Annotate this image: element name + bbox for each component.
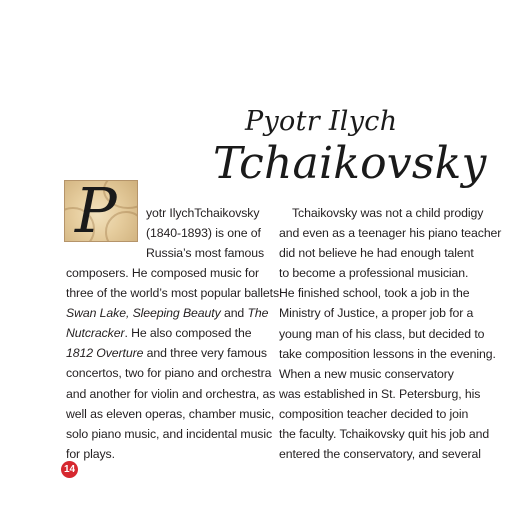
left-column-body — [66, 263, 282, 464]
text-line: composers. He composed music for — [66, 266, 259, 280]
text-fragment: and — [220, 306, 248, 321]
text-line: entered the conservatory, and several — [279, 447, 481, 462]
text-line: three of the world’s most popular ballets: — [66, 286, 283, 301]
text-fragment: . He also composed the — [124, 326, 252, 341]
dropcap-letter: P — [75, 180, 117, 242]
text-line: concertos, two for piano and orchestra — [66, 366, 272, 381]
text-line: did not believe he had enough talent — [279, 246, 474, 261]
right-column-body — [279, 203, 501, 464]
title-surname: Tchaikovsky — [213, 138, 487, 189]
title-first-names: Pyotr Ilych — [245, 106, 398, 137]
text-line: He finished school, took a job in the — [279, 286, 470, 301]
text-line: well as eleven operas, chamber music, — [66, 406, 275, 421]
text-line: Tchaikovsky was not a child prodigy — [292, 206, 484, 220]
text-line: Ministry of Justice, a proper job for a — [279, 306, 474, 321]
text-fragment: and three very famous — [143, 346, 267, 361]
ballet-title-the: The — [247, 306, 269, 321]
text-line: composition teacher decided to join — [279, 406, 469, 421]
text-line: Russia’s most famous — [146, 246, 265, 261]
text-line: take composition lessons in the evening. — [279, 346, 496, 361]
work-title-1812-overture: 1812 Overture — [66, 346, 144, 361]
text-line — [66, 323, 282, 343]
text-line: (1840-1893) is one of — [146, 226, 261, 241]
text-line: young man of his class, but decided to — [279, 326, 485, 341]
dropcap-ornament — [64, 180, 138, 242]
text-line: was established in St. Petersburg, his — [279, 386, 481, 401]
text-line: and another for violin and orchestra, as — [66, 386, 276, 401]
text-line: the faculty. Tchaikovsky quit his job and — [279, 427, 490, 442]
ballet-titles: Swan Lake, Sleeping Beauty — [66, 306, 221, 321]
ballet-title-nutcracker: Nutcracker — [66, 326, 125, 341]
text-line: to become a professional musician. — [279, 266, 469, 281]
text-line: for plays. — [66, 446, 115, 461]
text-line: When a new music conservatory — [279, 366, 454, 381]
text-line — [66, 303, 282, 323]
text-line: and even as a teenager his piano teacher — [279, 226, 502, 241]
text-line: solo piano music, and incidental music — [66, 426, 273, 441]
text-line: yotr IlychTchaikovsky — [146, 206, 260, 220]
text-line — [66, 343, 282, 363]
page-number-badge: 14 — [61, 461, 78, 478]
left-column-intro — [146, 203, 264, 263]
